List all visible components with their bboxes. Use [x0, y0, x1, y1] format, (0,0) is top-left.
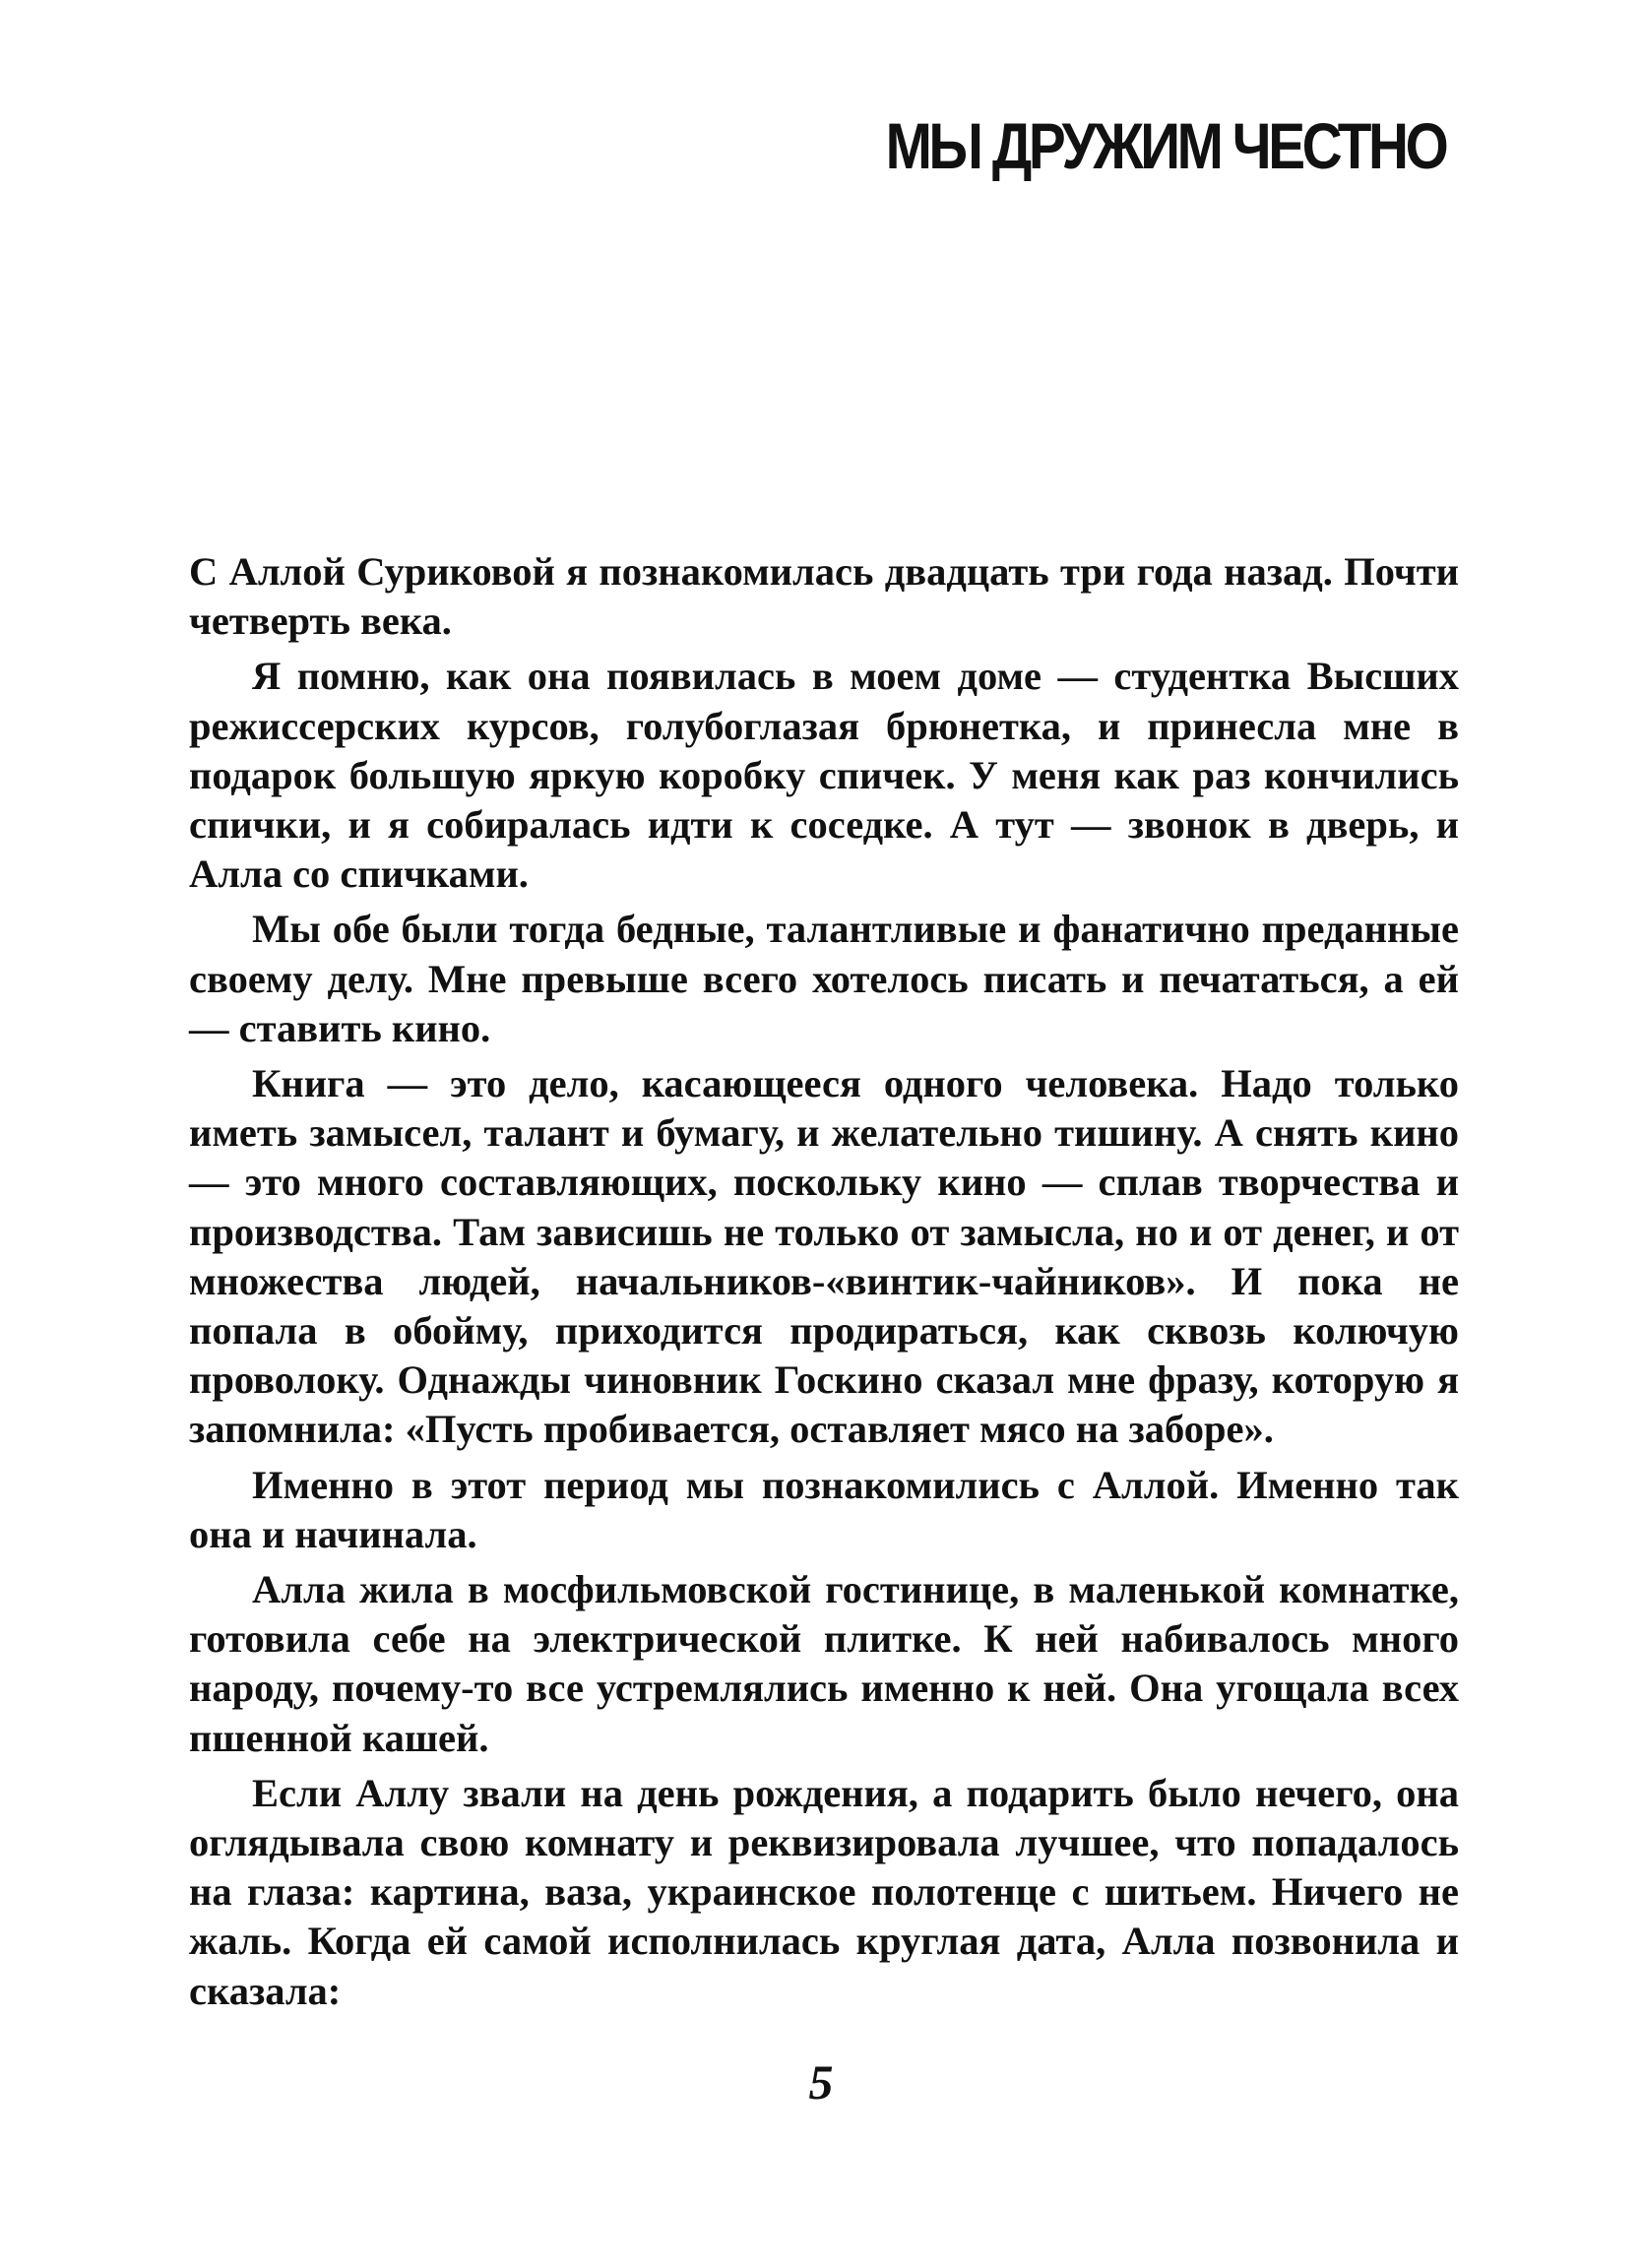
paragraph: Я помню, как она появилась в моем доме — студентка Высших режиссерских курсов, голубоглазая брюнетка, и принесла мне в подарок большую яркую коробку спичек. У меня как раз кончились спички, и я собиралась идти к соседке. А тут — звонок в дверь, и Алла со спичками.	[189, 654, 1459, 897]
body-text	[189, 547, 1459, 2022]
paragraph: Алла жила в мосфильмовской гостинице, в маленькой комнатке, готовила себе на электрической плитке. К ней набивалось много народу, почему-то все устремлялись именно к ней. Она угощала всех пшенной кашей.	[189, 1567, 1459, 1760]
paragraph: С Аллой Суриковой я познакомилась двадцать три года назад. Почти четверть века.	[189, 549, 1459, 644]
paragraph: Именно в этот период мы познакомились с Аллой. Именно так она и начинала.	[189, 1462, 1459, 1556]
page-number: 5	[808, 2054, 834, 2110]
paragraph: Мы обе были тогда бедные, талантливые и фанатично преданные своему делу. Мне превыше всего хотелось писать и печататься, а ей — ставить кино.	[189, 907, 1459, 1050]
paragraph: Книга — это дело, касающееся одного человека. Надо только иметь замысел, талант и бумагу, и желательно тишину. А снять кино — это много составляющих, поскольку кино — сплав творчества и производства. Там зависишь не только от замысла, но и от денег, и от множества людей, начальников-«винтик-чайников». И пока не попала в обойму, приходится продираться, как сквозь колючую проволоку. Однажды чиновник Госкино сказал мне фразу, которую я запомнила: «Пусть пробивается, оставляет мясо на заборе».	[189, 1061, 1459, 1452]
paragraph: Если Аллу звали на день рождения, а подарить было нечего, она оглядывала свою комнату и реквизировала лучшее, что попадалось на глаза: картина, ваза, украинское полотенце с шитьем. Ничего не жаль. Когда ей самой исполнилась круглая дата, Алла позвонила и сказала:	[189, 1770, 1459, 2013]
chapter-title: МЫ ДРУЖИМ ЧЕСТНО	[885, 109, 1445, 182]
